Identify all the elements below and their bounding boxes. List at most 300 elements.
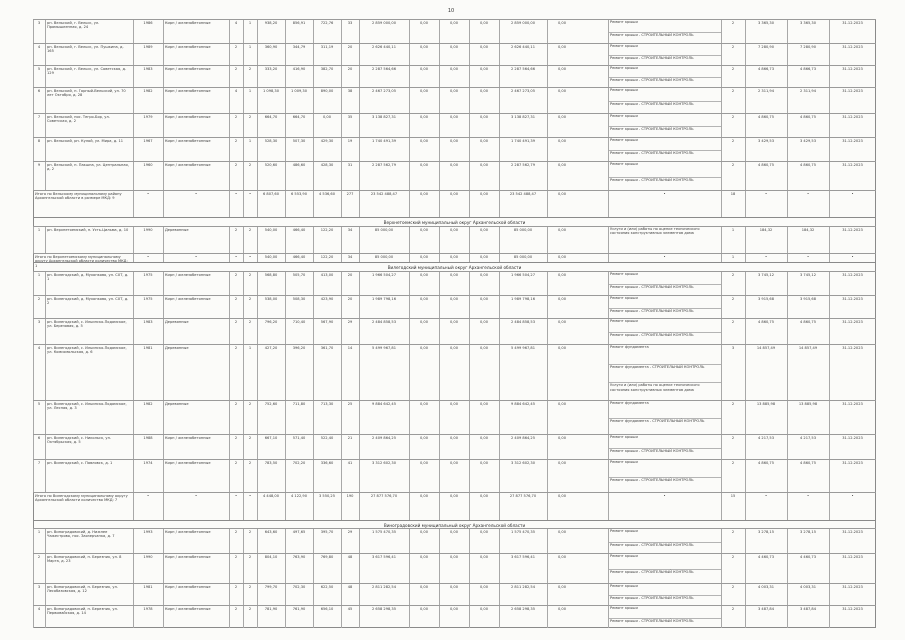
cell-s2: 761,90 <box>292 607 306 611</box>
column-divider <box>787 319 788 344</box>
total-d: • <box>248 192 252 196</box>
cell-mat: Кирп / железобетонные <box>165 163 211 167</box>
cell-s3: 395,70 <box>320 530 334 534</box>
cell-mat: Кирп / железобетонные <box>165 273 211 277</box>
column-divider <box>469 529 470 553</box>
column-divider <box>547 493 548 520</box>
column-divider <box>359 345 360 400</box>
cell-mat: Деревянные <box>165 346 189 350</box>
column-divider <box>243 66 244 87</box>
cell-addr: рп. Вилегодский, с. Никольск, ул. Октябрьская, д. 5 <box>47 436 111 445</box>
district-band: Верхнетоемский муниципальный округ Архангельской области <box>33 217 876 226</box>
column-divider <box>439 584 440 605</box>
column-divider <box>745 66 746 87</box>
column-divider <box>608 345 609 400</box>
column-divider <box>499 606 500 628</box>
cell-f3: 0,00 <box>479 115 488 119</box>
cell-f1: 0,00 <box>419 320 428 324</box>
cell-s3: 522,40 <box>320 436 334 440</box>
cell-f3: 0,00 <box>479 139 488 143</box>
cell-n: 1 <box>37 273 41 277</box>
column-divider <box>285 460 286 492</box>
column-divider <box>257 401 258 434</box>
column-divider <box>229 162 230 190</box>
column-divider <box>285 227 286 253</box>
column-divider <box>133 435 134 459</box>
cell-fl: 2 <box>234 607 238 611</box>
cell-f4: 1 740 491,39 <box>510 139 535 143</box>
cell-addr: рп. Вилегодский, с. Ильинско-Подомское, ул. Березовая, д. 5 <box>47 320 127 329</box>
column-divider <box>285 272 286 295</box>
work-item: Услуги и (или) работы по оценке технического состояния конструктивных элементов дома <box>608 382 721 401</box>
column-divider <box>45 435 46 459</box>
cell-f2: 0,00 <box>449 607 458 611</box>
column-divider <box>829 529 830 553</box>
cell-fl: 2 <box>234 139 238 143</box>
column-divider <box>409 296 410 318</box>
cell-s3: 428,30 <box>320 163 334 167</box>
table-row <box>33 137 876 161</box>
column-divider <box>829 44 830 65</box>
column-divider <box>499 460 500 492</box>
cell-u2: 3 487,84 <box>799 607 816 611</box>
cell-f5: 0,00 <box>557 461 566 465</box>
column-divider <box>229 554 230 583</box>
table-row <box>33 553 876 583</box>
cell-date: 31.12.2023 <box>842 89 863 93</box>
cell-cost: 3 312 602,30 <box>371 461 396 465</box>
column-divider <box>313 20 314 43</box>
column-divider <box>229 584 230 605</box>
cell-f2: 0,00 <box>449 21 458 25</box>
column-divider <box>45 272 46 295</box>
column-divider <box>257 606 258 628</box>
column-divider <box>499 114 500 137</box>
cell-u2: 3 915,68 <box>799 297 816 301</box>
cell-f2: 0,00 <box>449 461 458 465</box>
total-x: • <box>764 192 768 196</box>
cell-s1: 528,30 <box>264 139 278 143</box>
cell-s3: 622,50 <box>320 585 334 589</box>
column-divider <box>33 606 34 628</box>
cell-u2: 3 365,30 <box>799 21 816 25</box>
column-divider <box>359 254 360 262</box>
cell-f4: 2 287 564,66 <box>510 67 535 71</box>
column-divider <box>229 319 230 344</box>
column-divider <box>608 460 609 492</box>
column-divider <box>229 44 230 65</box>
column-divider <box>33 162 34 190</box>
column-divider <box>163 162 164 190</box>
column-divider <box>133 254 134 262</box>
column-divider <box>499 162 500 190</box>
column-divider <box>439 272 440 295</box>
column-divider <box>787 114 788 137</box>
cell-en: 2 <box>248 530 252 534</box>
column-divider <box>133 138 134 161</box>
column-divider <box>547 191 548 217</box>
column-divider <box>133 319 134 344</box>
column-divider <box>409 66 410 87</box>
cell-res: 41 <box>347 461 353 465</box>
cell-u2: 13 885,98 <box>798 402 818 406</box>
cell-f2: 0,00 <box>449 585 458 589</box>
cell-date: 31.12.2023 <box>842 461 863 465</box>
total-x: • <box>806 255 810 259</box>
cell-u1: 4 003,31 <box>757 585 774 589</box>
column-divider <box>285 44 286 65</box>
cell-f2: 0,00 <box>449 45 458 49</box>
total-s2: 466,40 <box>292 255 306 259</box>
cell-f3: 0,00 <box>479 585 488 589</box>
column-divider <box>285 162 286 190</box>
column-divider <box>787 162 788 190</box>
cell-f2: 0,00 <box>449 530 458 534</box>
table-row <box>33 43 876 65</box>
column-divider <box>33 227 34 253</box>
column-divider <box>341 88 342 113</box>
column-divider <box>721 584 722 605</box>
column-divider <box>257 114 258 137</box>
total-f1: 0,00 <box>419 192 428 196</box>
cell-cost: 2 484 858,53 <box>371 320 396 324</box>
cell-date: 31.12.2023 <box>842 585 863 589</box>
column-divider <box>721 66 722 87</box>
cell-s3: 382,70 <box>320 67 334 71</box>
column-divider <box>608 191 609 217</box>
cell-c: 2 <box>731 461 735 465</box>
column-divider <box>409 319 410 344</box>
column-divider <box>229 606 230 628</box>
cell-n: 1 <box>37 530 41 534</box>
column-divider <box>313 162 314 190</box>
cell-f4: 2 626 440,11 <box>510 45 535 49</box>
cell-f5: 0,00 <box>557 297 566 301</box>
column-divider <box>721 191 722 217</box>
cell-c: 2 <box>731 402 735 406</box>
cell-year: 1990 <box>143 228 153 232</box>
column-divider <box>787 554 788 583</box>
work-item: Ремонт крыши - СТРОИТЕЛЬНЫЙ КОНТРОЛЬ <box>608 101 721 114</box>
cell-f4: 1 575 470,35 <box>510 530 535 534</box>
cell-u1: 4 460,73 <box>757 555 774 559</box>
total-label: Итого по Верхнетоемскому муниципальному округу Архангельской области количество МКД: 1 <box>35 255 128 268</box>
cell-date: 31.12.2023 <box>842 555 863 559</box>
column-divider <box>341 138 342 161</box>
cell-f3: 0,00 <box>479 346 488 350</box>
cell-f3: 0,00 <box>479 273 488 277</box>
cell-n: 7 <box>37 461 41 465</box>
total-s1: 540,00 <box>264 255 278 259</box>
column-divider <box>45 138 46 161</box>
column-divider <box>721 296 722 318</box>
column-divider <box>229 529 230 553</box>
column-divider <box>341 162 342 190</box>
table-row <box>33 19 876 43</box>
column-divider <box>608 88 609 113</box>
cell-cost: 2 626 440,11 <box>371 45 396 49</box>
cell-f3: 0,00 <box>479 45 488 49</box>
cell-f1: 0,00 <box>419 67 428 71</box>
cell-en: 2 <box>248 228 252 232</box>
column-divider <box>257 345 258 400</box>
column-divider <box>243 296 244 318</box>
cell-cost: 1 740 491,39 <box>371 139 396 143</box>
work-item: Ремонт крыши <box>610 584 638 588</box>
total-s2: 4 122,90 <box>290 494 307 498</box>
column-divider <box>133 345 134 400</box>
cell-mat: Деревянные <box>165 402 189 406</box>
cell-f5: 0,00 <box>557 228 566 232</box>
column-divider <box>745 345 746 400</box>
district-band: Виноградовский муниципальный округ Архангельской области <box>33 520 876 528</box>
column-divider <box>469 88 470 113</box>
cell-n: 6 <box>37 89 41 93</box>
column-divider <box>469 435 470 459</box>
cell-f1: 0,00 <box>419 45 428 49</box>
column-divider <box>608 296 609 318</box>
table-row <box>33 434 876 459</box>
cell-s3: 336,60 <box>320 461 334 465</box>
cell-res: 21 <box>347 436 353 440</box>
cell-s2: 711,80 <box>292 402 306 406</box>
column-divider <box>341 296 342 318</box>
cell-f5: 0,00 <box>557 530 566 534</box>
cell-cost: 3 617 596,41 <box>371 555 396 559</box>
column-divider <box>547 272 548 295</box>
column-divider <box>829 606 830 628</box>
cell-fl: 2 <box>234 402 238 406</box>
cell-s1: 938,20 <box>264 21 278 25</box>
cell-en: 2 <box>248 461 252 465</box>
table-row <box>33 318 876 344</box>
cell-c: 2 <box>731 139 735 143</box>
column-divider <box>829 227 830 253</box>
column-divider <box>439 227 440 253</box>
column-divider <box>829 493 830 520</box>
column-divider <box>285 319 286 344</box>
column-divider <box>439 114 440 137</box>
cell-en: 2 <box>248 273 252 277</box>
cell-res: 20 <box>347 45 353 49</box>
cell-f1: 0,00 <box>419 402 428 406</box>
column-divider <box>359 227 360 253</box>
column-divider <box>439 460 440 492</box>
total-res: 34 <box>347 255 353 259</box>
column-divider <box>285 493 286 520</box>
cell-fl: 2 <box>234 585 238 589</box>
cell-s2: 763,90 <box>292 555 306 559</box>
column-divider <box>787 584 788 605</box>
work-item: Ремонт фундамента <box>610 345 649 349</box>
column-divider <box>439 66 440 87</box>
column-divider <box>359 529 360 553</box>
cell-year: 1986 <box>143 21 153 25</box>
column-divider <box>439 138 440 161</box>
cell-f5: 0,00 <box>557 139 566 143</box>
cell-date: 31.12.2023 <box>842 139 863 143</box>
cell-en: 2 <box>248 555 252 559</box>
cell-date: 31.12.2023 <box>842 228 863 232</box>
column-divider <box>469 20 470 43</box>
column-divider <box>499 20 500 43</box>
work-item: Ремонт крыши <box>610 529 638 533</box>
cell-c: 2 <box>731 273 735 277</box>
cell-f2: 0,00 <box>449 139 458 143</box>
work-item: Ремонт крыши - СТРОИТЕЛЬНЫЙ КОНТРОЛЬ <box>608 542 721 555</box>
total-label: Итого по Вельскому муниципальному району Архангельской области в размере МКД: 9 <box>35 192 122 201</box>
column-divider <box>608 606 609 628</box>
column-divider <box>829 584 830 605</box>
column-divider <box>608 493 609 520</box>
column-divider <box>829 254 830 262</box>
total-x: • <box>806 192 810 196</box>
column-divider <box>33 20 34 43</box>
column-divider <box>133 272 134 295</box>
cell-fl: 2 <box>234 436 238 440</box>
column-divider <box>409 554 410 583</box>
column-divider <box>359 66 360 87</box>
column-divider <box>829 401 830 434</box>
cell-u1: 4 866,73 <box>757 67 774 71</box>
column-divider <box>33 584 34 605</box>
cell-fl: 2 <box>234 115 238 119</box>
cell-s3: 413,00 <box>320 273 334 277</box>
column-divider <box>721 345 722 400</box>
cell-f2: 0,00 <box>449 163 458 167</box>
column-divider <box>787 254 788 262</box>
column-divider <box>45 606 46 628</box>
cell-f1: 0,00 <box>419 297 428 301</box>
column-divider <box>787 435 788 459</box>
cell-f1: 0,00 <box>419 346 428 350</box>
work-item: Ремонт крыши - СТРОИТЕЛЬНЫЙ КОНТРОЛЬ <box>608 150 721 162</box>
cell-date: 31.12.2023 <box>842 21 863 25</box>
column-divider <box>469 554 470 583</box>
column-divider <box>409 191 410 217</box>
cell-n: 2 <box>37 555 41 559</box>
cell-cost: 2 658 298,35 <box>371 607 396 611</box>
column-divider <box>439 88 440 113</box>
column-divider <box>163 606 164 628</box>
column-divider <box>745 401 746 434</box>
column-divider <box>499 493 500 520</box>
cell-s3: 311,19 <box>320 45 334 49</box>
work-item: Ремонт крыши <box>610 162 638 166</box>
cell-f2: 0,00 <box>449 320 458 324</box>
cell-f2: 0,00 <box>449 67 458 71</box>
cell-res: 33 <box>347 21 353 25</box>
cell-s2: 664,70 <box>292 115 306 119</box>
column-divider <box>721 529 722 553</box>
column-divider <box>721 606 722 628</box>
table-row <box>33 344 876 400</box>
total-f5: 0,00 <box>557 255 566 259</box>
work-item: Ремонт крыши - СТРОИТЕЛЬНЫЙ КОНТРОЛЬ <box>608 32 721 44</box>
cell-s1: 752,60 <box>264 402 278 406</box>
cell-fl: 2 <box>234 461 238 465</box>
total-x: • <box>851 192 854 196</box>
cell-f5: 0,00 <box>557 607 566 611</box>
cell-f5: 0,00 <box>557 346 566 350</box>
cell-mat: Кирп / железобетонные <box>165 436 211 440</box>
cell-f1: 0,00 <box>419 163 428 167</box>
column-divider <box>285 345 286 400</box>
total-d: • <box>248 494 252 498</box>
cell-f1: 0,00 <box>419 607 428 611</box>
column-divider <box>745 227 746 253</box>
column-divider <box>608 554 609 583</box>
cell-s2: 344,79 <box>292 45 306 49</box>
cell-u1: 3 278,15 <box>757 530 774 534</box>
cell-u2: 4 003,31 <box>799 585 816 589</box>
cell-n: 6 <box>37 436 41 440</box>
column-divider <box>133 227 134 253</box>
cell-addr: рп. Виноградовский, п. Березник, ул. 8 Марта, д. 23 <box>47 555 122 564</box>
column-divider <box>547 138 548 161</box>
cell-s1: 538,00 <box>264 297 278 301</box>
cell-mat: Кирп / железобетонные <box>165 45 211 49</box>
column-divider <box>409 88 410 113</box>
cell-addr: рп. Виноградовский, п. Березник, ул. Лесобазовская, д. 12 <box>47 585 118 594</box>
column-divider <box>499 44 500 65</box>
total-row <box>33 190 876 217</box>
column-divider <box>829 435 830 459</box>
column-divider <box>257 227 258 253</box>
table-row <box>33 113 876 137</box>
column-divider <box>745 44 746 65</box>
column-divider <box>45 88 46 113</box>
cell-f3: 0,00 <box>479 21 488 25</box>
cell-s3: 361,70 <box>320 346 334 350</box>
column-divider <box>341 272 342 295</box>
cell-u2: 4 460,73 <box>799 555 816 559</box>
total-c: 15 <box>730 494 736 498</box>
cell-s2: 396,20 <box>292 346 306 350</box>
column-divider <box>745 319 746 344</box>
total-d: • <box>234 255 238 259</box>
column-divider <box>163 529 164 553</box>
column-divider <box>745 584 746 605</box>
cell-s1: 783,50 <box>264 461 278 465</box>
column-divider <box>829 319 830 344</box>
column-divider <box>608 319 609 344</box>
column-divider <box>243 584 244 605</box>
column-divider <box>745 296 746 318</box>
column-divider <box>547 606 548 628</box>
column-divider <box>257 88 258 113</box>
column-divider <box>313 272 314 295</box>
cell-cost: 1 966 504,27 <box>371 273 396 277</box>
cell-f5: 0,00 <box>557 45 566 49</box>
total-c: 1 <box>731 255 735 259</box>
column-divider <box>257 191 258 217</box>
column-divider <box>285 584 286 605</box>
column-divider <box>547 345 548 400</box>
column-divider <box>721 138 722 161</box>
cell-addr: рп. Вельский, г. Вельск, ул. Советская, д. 129 <box>47 67 127 76</box>
column-divider <box>163 319 164 344</box>
column-divider <box>341 584 342 605</box>
column-divider <box>608 66 609 87</box>
column-divider <box>359 114 360 137</box>
column-divider <box>829 114 830 137</box>
work-item: Ремонт крыши - СТРОИТЕЛЬНЫЙ КОНТРОЛЬ <box>608 308 721 320</box>
column-divider <box>721 114 722 137</box>
cell-f1: 0,00 <box>419 89 428 93</box>
column-divider <box>745 272 746 295</box>
total-f5: 0,00 <box>557 494 566 498</box>
